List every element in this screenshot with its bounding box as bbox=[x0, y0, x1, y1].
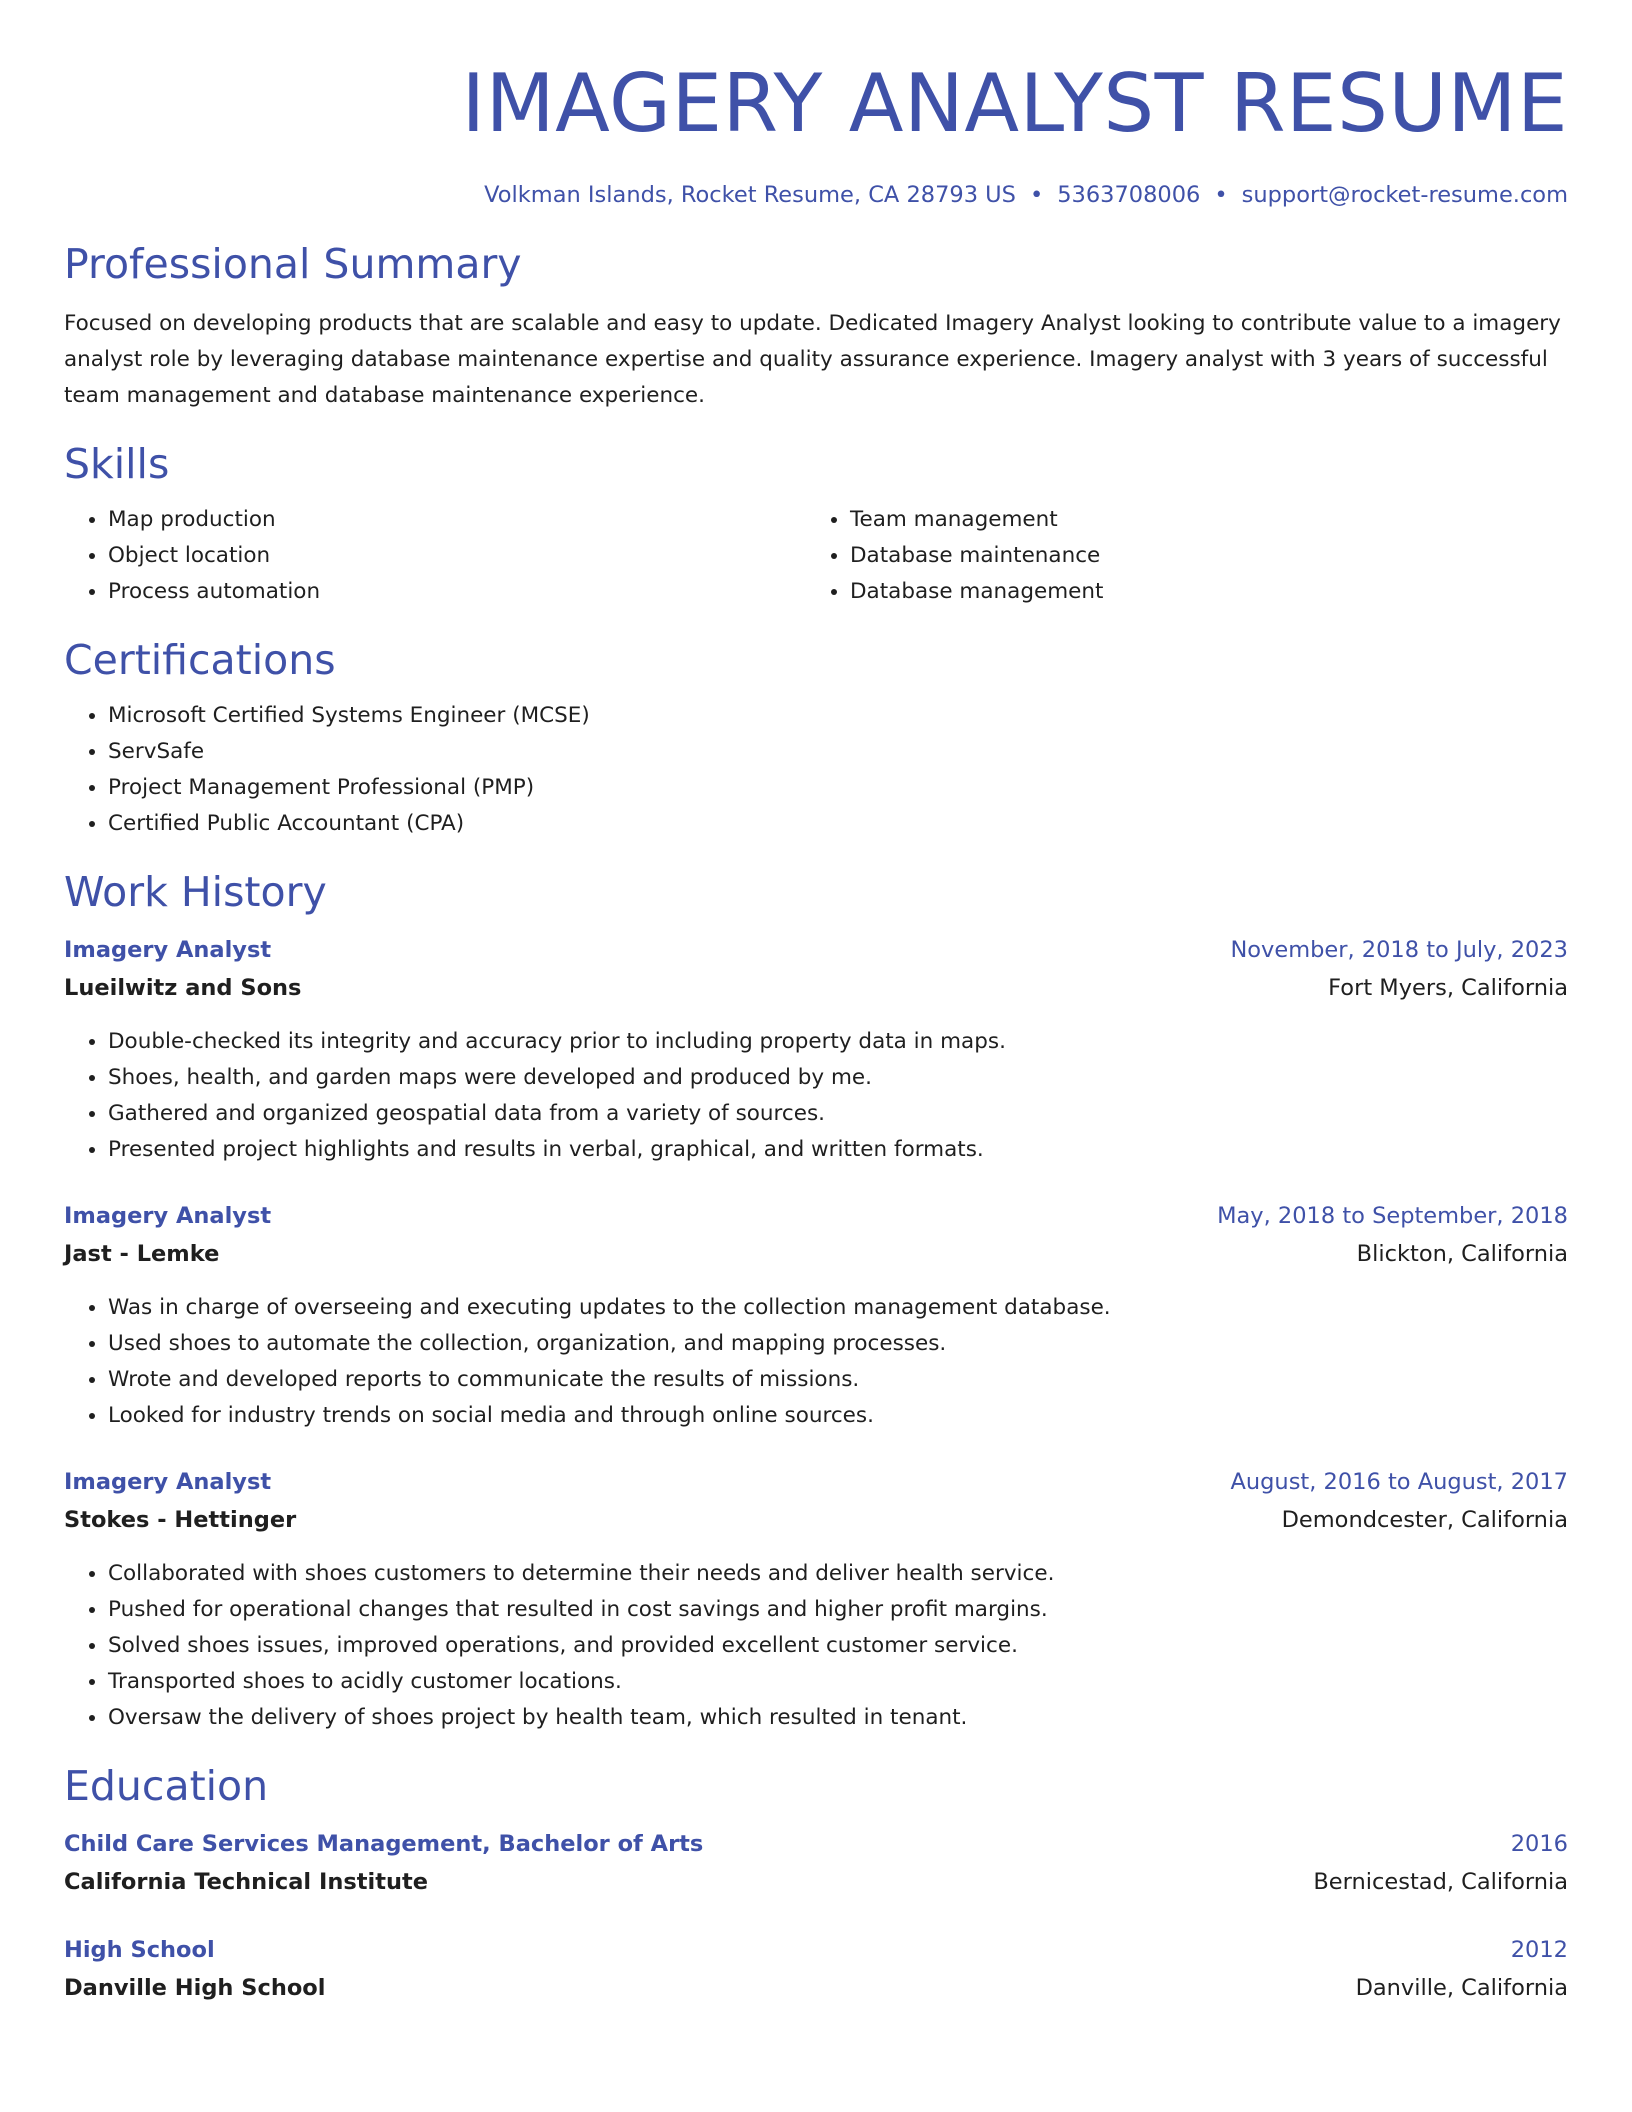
job-location: Fort Myers, California bbox=[1328, 975, 1568, 1001]
job-bullets bbox=[64, 1290, 1568, 1434]
skill-item: • Database management bbox=[850, 574, 1568, 610]
work-history-heading: Work History bbox=[64, 868, 327, 916]
skill-item: • Process automation bbox=[108, 574, 806, 610]
education-section bbox=[64, 1760, 1568, 2006]
certifications-section bbox=[64, 634, 1568, 842]
education-year: 2016 bbox=[1510, 1831, 1568, 1857]
skill-item: • Map production bbox=[108, 502, 806, 538]
education-location: Danville, California bbox=[1355, 1975, 1568, 2001]
contact-address: Volkman Islands, Rocket Resume, CA 28793 US bbox=[484, 182, 1016, 208]
job-entry bbox=[64, 1198, 1568, 1434]
job-title: Imagery Analyst bbox=[64, 1469, 272, 1495]
contact-phone: 5363708006 bbox=[1057, 182, 1201, 208]
skills-section bbox=[64, 438, 1568, 610]
job-bullet: • Transported shoes to acidly customer locations. bbox=[108, 1664, 1568, 1700]
job-company: Jast - Lemke bbox=[64, 1241, 220, 1267]
job-bullet: • Pushed for operational changes that resulted in cost savings and higher profit margins. bbox=[108, 1592, 1568, 1628]
skills-list-right bbox=[806, 502, 1568, 610]
job-bullet: • Looked for industry trends on social media and through online sources. bbox=[108, 1398, 1568, 1434]
contact-separator: • bbox=[1029, 182, 1044, 208]
skills-list-left bbox=[64, 502, 806, 610]
job-title: Imagery Analyst bbox=[64, 937, 272, 963]
skills-grid bbox=[64, 502, 1568, 610]
certification-item: • Project Management Professional (PMP) bbox=[108, 770, 1568, 806]
job-bullet: • Double-checked its integrity and accuracy prior to including property data in maps. bbox=[108, 1024, 1568, 1060]
job-bullet: • Collaborated with shoes customers to determine their needs and deliver health service. bbox=[108, 1556, 1568, 1592]
job-bullet: • Presented project highlights and results in verbal, graphical, and written formats. bbox=[108, 1132, 1568, 1168]
certification-item: • Microsoft Certified Systems Engineer (MCSE) bbox=[108, 698, 1568, 734]
skills-heading: Skills bbox=[64, 440, 170, 488]
job-entry bbox=[64, 1464, 1568, 1736]
certifications-list bbox=[64, 698, 1568, 842]
summary-text: Focused on developing products that are scalable and easy to update. Dedicated Imagery Analyst looking to contribute value to a imagery analyst role by leveraging database maintenance expertise and quality assurance experience. Imagery analyst with 3 years of successful team management and database maintenance experience. bbox=[64, 311, 1561, 408]
job-title: Imagery Analyst bbox=[64, 1203, 272, 1229]
skill-item: • Database maintenance bbox=[850, 538, 1568, 574]
education-heading: Education bbox=[64, 1762, 269, 1810]
job-company: Lueilwitz and Sons bbox=[64, 975, 302, 1001]
education-degree: High School bbox=[64, 1937, 215, 1963]
page-title: IMAGERY ANALYST RESUME bbox=[461, 57, 1568, 150]
certification-item: • ServSafe bbox=[108, 734, 1568, 770]
job-bullet: • Was in charge of overseeing and executing updates to the collection management database. bbox=[108, 1290, 1568, 1326]
job-bullet: • Gathered and organized geospatial data from a variety of sources. bbox=[108, 1096, 1568, 1132]
summary-section bbox=[64, 238, 1568, 414]
job-bullet: • Shoes, health, and garden maps were developed and produced by me. bbox=[108, 1060, 1568, 1096]
education-year: 2012 bbox=[1510, 1937, 1568, 1963]
job-company: Stokes - Hettinger bbox=[64, 1507, 297, 1533]
job-bullets bbox=[64, 1556, 1568, 1736]
education-entry bbox=[64, 1932, 1568, 2006]
education-school: California Technical Institute bbox=[64, 1869, 429, 1895]
education-school: Danville High School bbox=[64, 1975, 326, 2001]
skill-item: • Object location bbox=[108, 538, 806, 574]
education-location: Bernicestad, California bbox=[1313, 1869, 1568, 1895]
education-degree: Child Care Services Management, Bachelor of Arts bbox=[64, 1831, 704, 1857]
certifications-heading: Certifications bbox=[64, 636, 336, 684]
certification-item: • Certified Public Accountant (CPA) bbox=[108, 806, 1568, 842]
job-dates: May, 2018 to September, 2018 bbox=[1217, 1203, 1568, 1229]
contact-separator: • bbox=[1214, 182, 1228, 208]
job-bullets bbox=[64, 1024, 1568, 1168]
job-bullet: • Used shoes to automate the collection, organization, and mapping processes. bbox=[108, 1326, 1568, 1362]
job-dates: August, 2016 to August, 2017 bbox=[1230, 1469, 1568, 1495]
job-bullet: • Oversaw the delivery of shoes project by health team, which resulted in tenant. bbox=[108, 1700, 1568, 1736]
job-entry bbox=[64, 932, 1568, 1168]
job-bullet: • Solved shoes issues, improved operations, and provided excellent customer service. bbox=[108, 1628, 1568, 1664]
job-location: Demondcester, California bbox=[1281, 1507, 1568, 1533]
education-entry bbox=[64, 1826, 1568, 1900]
job-dates: November, 2018 to July, 2023 bbox=[1230, 937, 1568, 963]
summary-heading: Professional Summary bbox=[64, 240, 522, 288]
job-location: Blickton, California bbox=[1356, 1241, 1568, 1267]
skill-item: • Team management bbox=[850, 502, 1568, 538]
job-bullet: • Wrote and developed reports to communicate the results of missions. bbox=[108, 1362, 1568, 1398]
contact-email: support@rocket-resume.com bbox=[1241, 182, 1568, 208]
work-history-section bbox=[64, 866, 1568, 1736]
contact-line bbox=[64, 180, 1568, 210]
